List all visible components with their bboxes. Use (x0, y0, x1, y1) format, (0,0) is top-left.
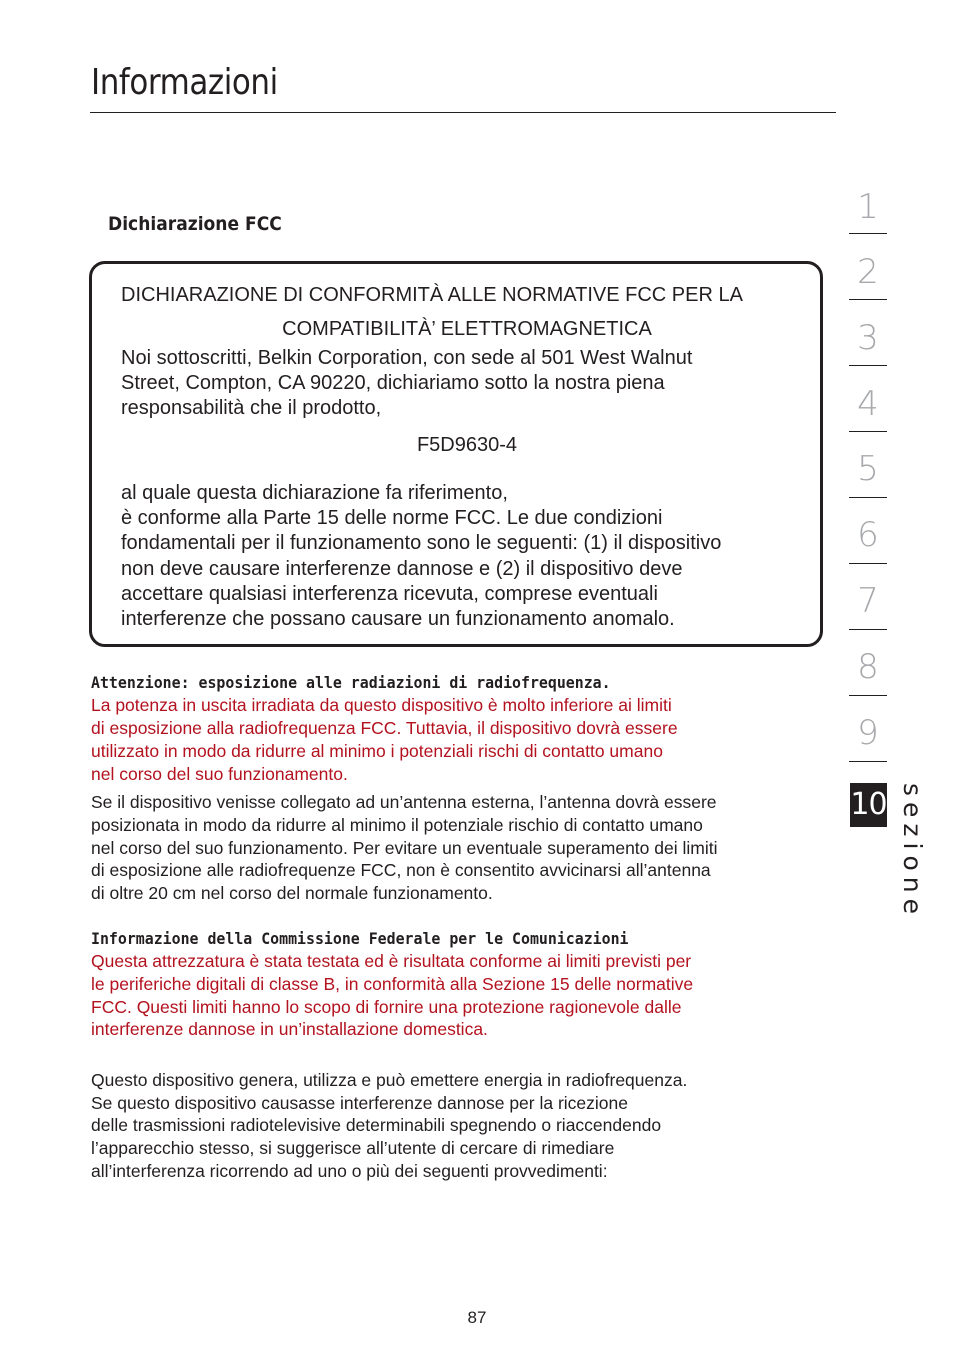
commission-red-line: interferenze dannose in un’installazione domestica. (91, 1019, 488, 1039)
section-nav-divider (849, 563, 887, 564)
attention-red-line: utilizzato in modo da ridurre al minimo i potenziali rischi di contatto umano (91, 741, 663, 761)
page-number: 87 (467, 1308, 487, 1327)
commission-red-line: FCC. Questi limiti hanno lo scopo di fornire una protezione ragionevole dalle (91, 997, 682, 1017)
section-nav-item-5[interactable]: 5 (857, 449, 879, 489)
section-nav-item-4[interactable]: 4 (857, 384, 879, 424)
attention-line: di oltre 20 cm nel corso del normale funzionamento. (91, 883, 493, 903)
declaration-title-line2: COMPATIBILITÀ’ ELETTROMAGNETICA (282, 318, 652, 340)
attention-red-line: nel corso del suo funzionamento. (91, 764, 348, 784)
declaration-body-line: accettare qualsiasi interferenza ricevuta, comprese eventuali (121, 583, 658, 605)
declaration-product: F5D9630-4 (416, 434, 518, 456)
commission-red-line: le periferiche digitali di classe B, in conformità alla Sezione 15 delle normative (91, 974, 694, 994)
section-nav-divider (849, 365, 887, 366)
declaration-title-line1: DICHIARAZIONE DI CONFORMITÀ ALLE NORMATIVE FCC PER LA (121, 284, 743, 306)
section-nav-divider (849, 299, 887, 300)
section-nav-item-7[interactable]: 7 (857, 581, 879, 621)
section-nav-divider (849, 761, 887, 762)
declaration-body-line: interferenze che possano causare un funzionamento anomalo. (121, 608, 675, 630)
section-nav-divider (849, 233, 887, 234)
declaration-intro-line: Street, Compton, CA 90220, dichiariamo sotto la nostra piena (121, 372, 665, 394)
declaration-body-line: al quale questa dichiarazione fa riferimento, (121, 482, 508, 504)
section-nav-item-10-active[interactable]: 10 (850, 783, 887, 827)
commission-line: l’apparecchio stesso, si suggerisce all’utente di cercare di rimediare (91, 1138, 615, 1158)
attention-line: nel corso del suo funzionamento. Per evitare un eventuale superamento dei limiti (91, 838, 718, 858)
commission-line: Questo dispositivo genera, utilizza e può emettere energia in radiofrequenza. (91, 1070, 688, 1090)
attention-red-line: di esposizione alla radiofrequenza FCC. Tuttavia, il dispositivo dovrà essere (91, 718, 678, 738)
section-nav-item-2[interactable]: 2 (857, 252, 879, 292)
header-rule (90, 112, 836, 113)
section-nav-divider (849, 431, 887, 432)
section-nav-divider (849, 497, 887, 498)
page-title: Informazioni (91, 62, 278, 103)
section-nav-item-8[interactable]: 8 (857, 647, 879, 687)
commission-line: all’interferenza ricorrendo ad uno o più dei seguenti provvedimenti: (91, 1161, 608, 1181)
declaration-body-line: fondamentali per il funzionamento sono le seguenti: (1) il dispositivo (121, 532, 722, 554)
declaration-body-line: non deve causare interferenze dannose e (2) il dispositivo deve (121, 558, 683, 580)
section-nav-item-1[interactable]: 1 (857, 187, 879, 227)
commission-line: delle trasmissioni radiotelevisive determinabili spegnendo o riaccendendo (91, 1115, 662, 1135)
attention-red-line: La potenza in uscita irradiata da questo dispositivo è molto inferiore ai limiti (91, 695, 672, 715)
section-heading: Dichiarazione FCC (108, 213, 282, 235)
section-nav-item-9[interactable]: 9 (857, 713, 879, 753)
commission-red-line: Questa attrezzatura è stata testata ed è risultata conforme ai limiti previsti per (91, 951, 692, 971)
attention-line: Se il dispositivo venisse collegato ad un’antenna esterna, l’antenna dovrà essere (91, 792, 717, 812)
commission-heading: Informazione della Commissione Federale per le Comunicazioni (91, 929, 629, 948)
commission-line: Se questo dispositivo causasse interferenze dannose per la ricezione (91, 1093, 628, 1113)
section-label: sezione (898, 783, 927, 920)
attention-line: posizionata in modo da ridurre al minimo il potenziale rischio di contatto umano (91, 815, 703, 835)
section-nav-item-6[interactable]: 6 (857, 515, 879, 555)
declaration-intro-line: Noi sottoscritti, Belkin Corporation, con sede al 501 West Walnut (121, 347, 693, 369)
declaration-intro-line: responsabilità che il prodotto, (121, 397, 382, 419)
section-nav-item-3[interactable]: 3 (857, 318, 879, 358)
declaration-body-line: è conforme alla Parte 15 delle norme FCC. Le due condizioni (121, 507, 663, 529)
attention-line: di esposizione alle radiofrequenze FCC, non è consentito avvicinarsi all’antenna (91, 860, 711, 880)
section-nav-divider (849, 695, 887, 696)
attention-heading: Attenzione: esposizione alle radiazioni di radiofrequenza. (91, 673, 611, 692)
section-nav-divider (849, 629, 887, 630)
